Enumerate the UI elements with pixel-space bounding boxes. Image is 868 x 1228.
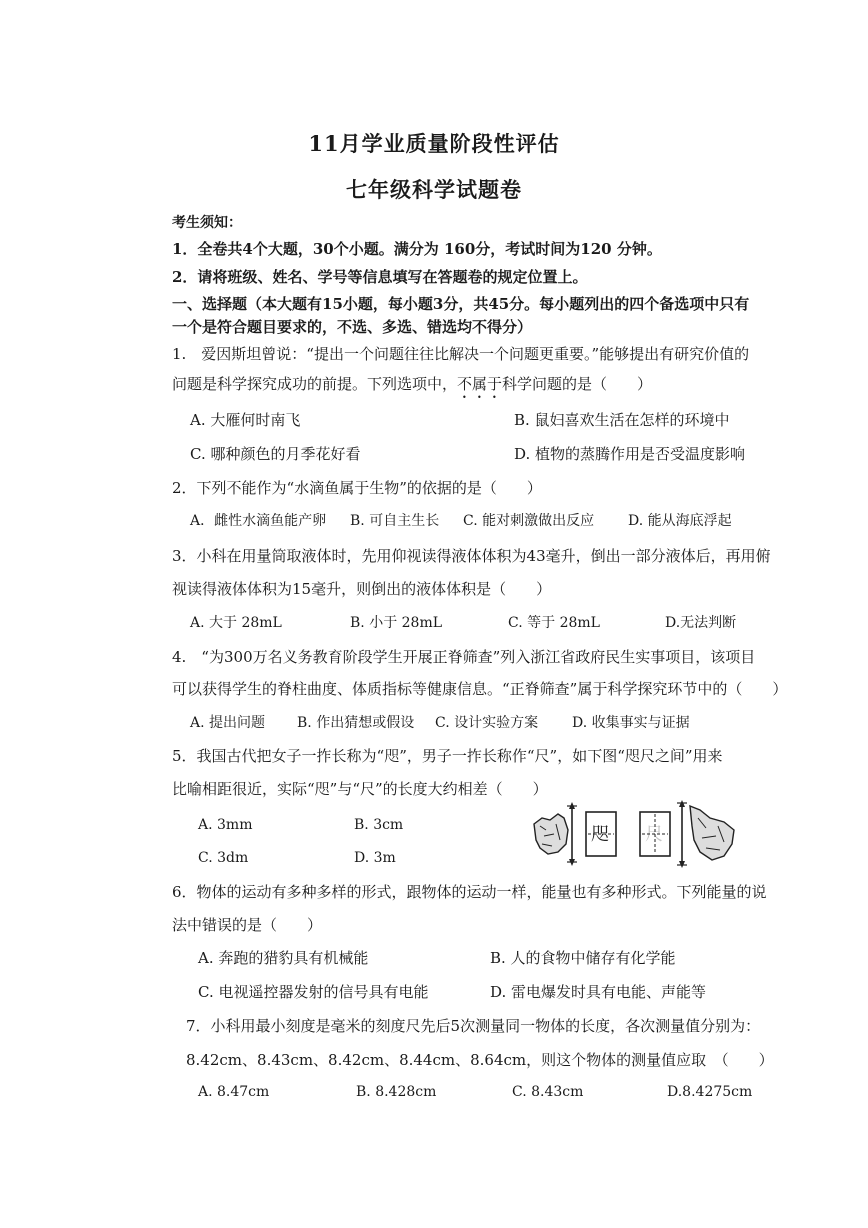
section1-line-2: 一个是符合题目要求的，不选、多选、错选均不得分） bbox=[172, 318, 533, 336]
q4-option-c: C. 设计实验方案 bbox=[435, 715, 539, 731]
q3-option-a: A. 大于 28mL bbox=[190, 615, 282, 631]
q4-stem-line-1: 4. “为300万名义务教育阶段学生开展正脊筛查”列入浙江省政府民生实事项目，该项目 bbox=[172, 648, 756, 666]
q5-option-d: D. 3m bbox=[354, 850, 396, 866]
fig-label-zhi: 咫 bbox=[591, 824, 609, 845]
q1-stem-pre: 问题是科学探究成功的前提。下列选项中， bbox=[172, 375, 458, 393]
q1-option-c: C. 哪种颜色的月季花好看 bbox=[190, 445, 361, 463]
q4-option-a: A. 提出问题 bbox=[190, 715, 266, 731]
q4-option-d: D. 收集事实与证据 bbox=[572, 715, 690, 731]
notice-line-2: 2．请将班级、姓名、学号等信息填写在答题卷的规定位置上。 bbox=[172, 268, 588, 286]
q3-stem-line-2: 视读得液体体积为15毫升，则倒出的液体体积是（ ） bbox=[172, 580, 552, 598]
q4-stem-line-2: 可以获得学生的脊柱曲度、体质指标等健康信息。“正脊筛查”属于科学探究环节中的（ ） bbox=[172, 680, 788, 698]
section1-line-1: 一、选择题（本大题有15小题，每小题3分，共45分。每小题列出的四个备选项中只有 bbox=[172, 295, 750, 313]
q7-option-d: D.8.4275cm bbox=[667, 1084, 753, 1100]
q1-stem-post: 科学问题的是（ ） bbox=[502, 375, 653, 393]
q2-option-d: D. 能从海底浮起 bbox=[628, 513, 732, 529]
q3-stem-line-1: 3．小科在用量筒取液体时，先用仰视读得液体体积为43毫升，倒出一部分液体后，再用俯 bbox=[172, 547, 771, 565]
q2-option-c: C. 能对刺激做出反应 bbox=[463, 513, 595, 529]
q1-stem-emphasis: 不属于 bbox=[457, 375, 503, 393]
q6-option-d: D. 雷电爆发时具有电能、声能等 bbox=[490, 983, 707, 1001]
q6-stem-line-1: 6．物体的运动有多种多样的形式，跟物体的运动一样，能量也有多种形式。下列能量的说 bbox=[172, 883, 767, 901]
hand-span-figure bbox=[528, 800, 760, 868]
notice-line-1: 1．全卷共4个大题，30个小题。满分为 160分，考试时间为120 分钟。 bbox=[172, 240, 662, 258]
q6-option-a: A. 奔跑的猎豹具有机械能 bbox=[198, 949, 369, 967]
exam-subtitle: 七年级科学试题卷 bbox=[346, 177, 522, 202]
q2-option-a: A．雌性水滴鱼能产卵 bbox=[190, 513, 327, 529]
q2-stem: 2．下列不能作为“水滴鱼属于生物”的依据的是（ ） bbox=[172, 479, 542, 497]
fig-label-chi: 尺 bbox=[645, 824, 663, 845]
q2-option-b: B. 可自主生长 bbox=[350, 513, 440, 529]
q6-option-c: C. 电视遥控器发射的信号具有电能 bbox=[198, 983, 429, 1001]
q7-stem-line-1: 7．小科用最小刻度是毫米的刻度尺先后5次测量同一物体的长度，各次测量值分别为： bbox=[186, 1017, 761, 1035]
q1-option-b: B. 鼠妇喜欢生活在怎样的环境中 bbox=[514, 411, 730, 429]
q7-stem-line-2: 8.42cm、8.43cm、8.42cm、8.44cm、8.64cm，则这个物体的测量值应取 （ ） bbox=[186, 1051, 774, 1069]
q7-option-c: C. 8.43cm bbox=[512, 1084, 584, 1100]
q7-option-b: B. 8.428cm bbox=[356, 1084, 437, 1100]
q6-option-b: B. 人的食物中储存有化学能 bbox=[490, 949, 676, 967]
q5-option-c: C. 3dm bbox=[198, 850, 249, 866]
exam-title: 11月学业质量阶段性评估 bbox=[308, 131, 560, 156]
q6-stem-line-2: 法中错误的是（ ） bbox=[172, 916, 323, 934]
q5-option-a: A. 3mm bbox=[198, 817, 253, 833]
notice-heading: 考生须知： bbox=[172, 215, 242, 231]
q1-option-a: A. 大雁何时南飞 bbox=[190, 411, 301, 429]
q3-option-d: D.无法判断 bbox=[665, 615, 737, 631]
q5-option-b: B. 3cm bbox=[354, 817, 404, 833]
q5-stem-line-1: 5．我国古代把女子一拃长称为“咫”，男子一拃长称作“尺”，如下图“咫尺之间”用来 bbox=[172, 747, 723, 765]
q3-option-b: B. 小于 28mL bbox=[350, 615, 443, 631]
q1-stem-line-1: 1. 爱因斯坦曾说：“提出一个问题往往比解决一个问题更重要。”能够提出有研究价值的 bbox=[172, 345, 750, 363]
q5-stem-line-2: 比喻相距很近，实际“咫”与“尺”的长度大约相差（ ） bbox=[172, 780, 548, 798]
q3-option-c: C. 等于 28mL bbox=[508, 615, 600, 631]
q1-option-d: D. 植物的蒸腾作用是否受温度影响 bbox=[514, 445, 746, 463]
q4-option-b: B. 作出猜想或假设 bbox=[297, 715, 415, 731]
q1-stem-line-2 bbox=[172, 374, 652, 402]
q7-option-a: A. 8.47cm bbox=[198, 1084, 270, 1100]
